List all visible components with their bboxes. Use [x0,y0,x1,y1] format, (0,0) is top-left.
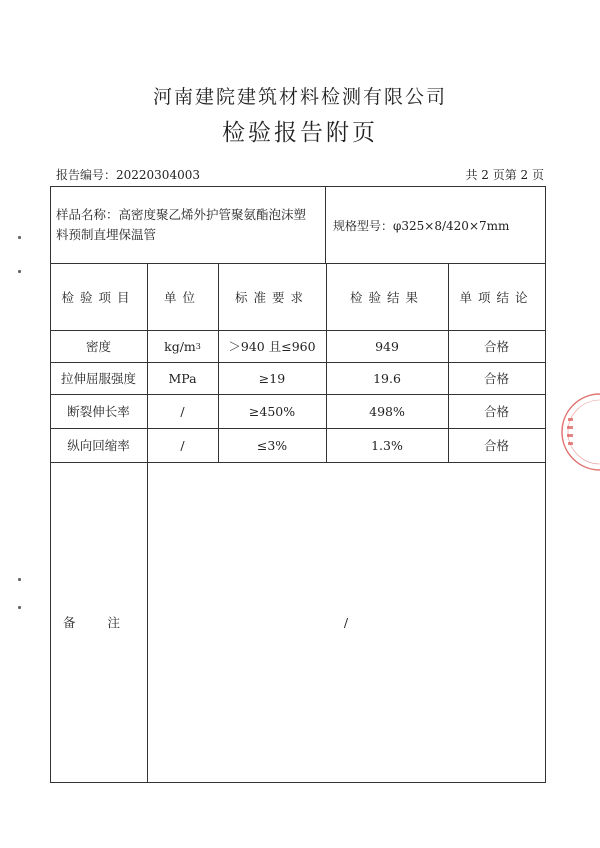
row-result: 949 [375,338,399,354]
row-result: 1.3% [371,437,403,453]
row-requirement: ≥19 [258,370,286,386]
row-conclusion: 合格 [483,438,509,453]
header-requirement: 标准要求 [234,289,309,305]
header-unit: 单位 [163,289,201,305]
scan-mark [18,578,21,581]
row-conclusion: 合格 [483,371,509,386]
row-unit: MPa [168,370,197,386]
row-result: 498% [369,403,405,419]
row-item: 密度 [85,339,111,354]
row-result: 19.6 [373,370,401,386]
page-count: 共 2 页第 2 页 [465,168,544,182]
row-requirement: ≤3% [256,437,288,453]
header-item: 检验项目 [61,289,136,305]
row-item: 纵向回缩率 [67,438,130,453]
row-conclusion: 合格 [483,339,509,354]
sample-name: 样品名称：高密度聚乙烯外护管聚氨酯泡沫塑 料预制直埋保温管 [56,207,307,242]
row-item: 拉伸屈服强度 [60,371,136,386]
sample-spec: 规格型号：φ325×8/420×7mm [333,218,510,233]
report-number: 报告编号：20220304003 [56,168,200,182]
header-result: 检验结果 [349,289,424,305]
row-requirement: ≥450% [248,403,296,419]
scan-mark [18,236,21,239]
organization-name: 河南建院建筑材料检测有限公司 [152,86,447,108]
remarks-value: / [343,614,349,630]
row-unit: / [180,437,185,453]
scan-mark [18,270,21,273]
row-item: 断裂伸长率 [67,404,130,419]
row-unit: / [180,403,185,419]
seal-stamp [560,392,600,472]
scan-mark [18,606,21,609]
page-title: 检验报告附页 [222,120,378,146]
row-conclusion: 合格 [483,404,509,419]
remarks-label: 备 注 [63,615,134,630]
row-unit: kg/m 3 [164,338,201,354]
header-conclusion: 单项结论 [459,289,534,305]
row-requirement: ＞940 且≤960 [228,339,316,354]
